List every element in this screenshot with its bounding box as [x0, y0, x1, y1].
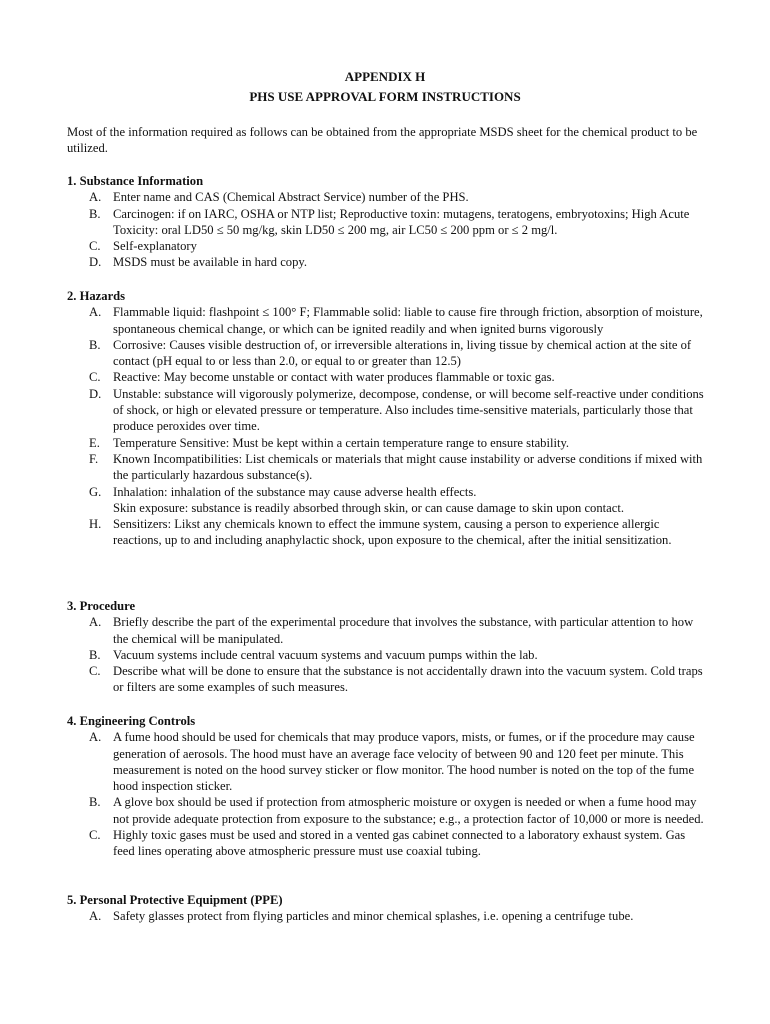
item-text: Vacuum systems include central vacuum systems and vacuum pumps within the lab. — [113, 647, 538, 662]
item-text: Sensitizers: Likst any chemicals known to effect the immune system, causing a person to experience allergic reactions, up to and including anaphylactic shock, upon exposure to the chemical, after the initial sensitization. — [113, 517, 672, 548]
section-title: 2. Hazards — [67, 289, 126, 303]
item-letter: A. — [89, 190, 102, 205]
item-text: Briefly describe the part of the experimental procedure that involves the substance, with particular attention to how the chemical will be manipulated. — [113, 615, 694, 646]
list-item — [67, 516, 707, 549]
item-text: MSDS must be available in hard copy. — [113, 255, 308, 270]
item-letter: C. — [89, 828, 101, 843]
item-text: Highly toxic gases must be used and stored in a vented gas cabinet connected to a laboratory exhaust system. Gas feed lines operating above atmospheric pressure must use coaxial tubing. — [113, 828, 686, 859]
item-letter: C. — [89, 664, 101, 679]
list-item — [67, 304, 707, 337]
item-letter: H. — [89, 517, 102, 532]
item-text: Known Incompatibilities: List chemicals or materials that might cause instability or adverse conditions if mixed with the particularly hazardous substance(s). — [113, 451, 703, 483]
item-text: Carcinogen: if on IARC, OSHA or NTP list; Reproductive toxin: mutagens, teratogens, embryotoxins; High Acute Toxicity: oral LD50 ≤ 50 mg/kg, skin LD50 ≤ 200 mg, air LC50 ≤ 200 ppm or ≤ 2 mg/l. — [113, 206, 690, 237]
list-item — [67, 435, 707, 451]
list-item — [67, 337, 707, 370]
item-letter: G. — [89, 484, 102, 499]
list-item — [67, 647, 707, 663]
item-letter: A. — [89, 909, 102, 924]
item-text: Corrosive: Causes visible destruction of, or irreversible alterations in, living tissue by chemical action at the site of contact (pH equal to or less than 2.0, or equal to or greater than 12.5) — [113, 337, 692, 369]
item-letter: D. — [89, 255, 102, 270]
item-letter: A. — [89, 615, 102, 630]
section-substance-information — [67, 173, 707, 271]
item-letter: D. — [89, 386, 102, 401]
item-text: Reactive: May become unstable or contact with water produces flammable or toxic gas. — [113, 370, 555, 385]
item-letter: C. — [89, 239, 101, 254]
list-item — [67, 908, 707, 924]
item-letter: B. — [89, 647, 101, 662]
item-letter: C. — [89, 370, 101, 385]
section-title: 4. Engineering Controls — [67, 714, 196, 728]
item-text: Flammable liquid: flashpoint ≤ 100° F; Flammable solid: liable to cause fire through friction, absorption of moisture, spontaneous chemical change, or which can be ignited readily and when ignited burns vigorously — [113, 305, 703, 336]
list-item — [67, 206, 707, 239]
section-procedure — [67, 598, 707, 696]
intro-paragraph: Most of the information required as follows can be obtained from the appropriate MSDS sheet for the chemical product to be utilized. — [67, 125, 698, 156]
list-item — [67, 369, 707, 385]
list-item — [67, 386, 707, 435]
list-item — [67, 238, 707, 254]
item-text: Self-explanatory — [113, 239, 197, 254]
item-letter: E. — [89, 435, 100, 450]
list-item — [67, 663, 707, 696]
list-item — [67, 729, 707, 794]
section-title: 5. Personal Protective Equipment (PPE) — [67, 893, 283, 907]
item-text: A glove box should be used if protection from atmospheric moisture or oxygen is needed or when a fume hood may not provide adequate protection from exposure to the substance; e.g., a protection factor of 10,000 or more is needed. — [113, 795, 704, 826]
section-hazards — [67, 288, 707, 549]
item-text: A fume hood should be used for chemicals that may produce vapors, mists, or fumes, or if the procedure may cause generation of aerosols. The hood must have an average face velocity of between 90 and 120 feet per minute. This measurement is noted on the hood survey sticker or flow monitor. The hood number is noted on the top of the fume hood inspection sticker. — [113, 730, 695, 794]
list-item — [67, 189, 707, 205]
item-letter: B. — [89, 206, 101, 221]
list-item — [67, 827, 707, 860]
list-item — [67, 794, 707, 827]
item-text: Safety glasses protect from flying particles and minor chemical splashes, i.e. opening a centrifuge tube. — [113, 909, 634, 924]
item-letter: B. — [89, 795, 101, 810]
item-letter: F. — [89, 451, 99, 466]
appendix-heading: APPENDIX H — [344, 69, 426, 84]
list-item — [67, 254, 707, 270]
item-letter: B. — [89, 337, 101, 352]
item-text: Unstable: substance will vigorously polymerize, decompose, condense, or will become self-reactive under conditions of shock, or high or elevated pressure or temperature. Also includes time-sensitive materials, particularly those that produce peroxides over time. — [113, 386, 704, 434]
section-title: 1. Substance Information — [67, 174, 204, 188]
item-text: Temperature Sensitive: Must be kept within a certain temperature range to ensure stability. — [113, 435, 570, 450]
form-title: PHS USE APPROVAL FORM INSTRUCTIONS — [249, 89, 521, 104]
item-text: Enter name and CAS (Chemical Abstract Service) number of the PHS. — [113, 190, 469, 205]
section-engineering-controls — [67, 713, 707, 860]
item-text: Inhalation: inhalation of the substance may cause adverse health effects. — [113, 484, 477, 499]
list-item — [67, 614, 707, 647]
item-text: Describe what will be done to ensure that the substance is not accidentally drawn into the vacuum system. Cold traps or filters are some examples of such measures. — [113, 664, 703, 695]
item-letter: A. — [89, 305, 102, 320]
item-letter: A. — [89, 730, 102, 745]
list-item — [67, 451, 707, 484]
item-continuation: Skin exposure: substance is readily absorbed through skin, or can cause damage to skin upon contact. — [113, 500, 624, 515]
section-title: 3. Procedure — [67, 599, 136, 613]
list-item — [67, 484, 707, 500]
section-ppe — [67, 892, 707, 925]
